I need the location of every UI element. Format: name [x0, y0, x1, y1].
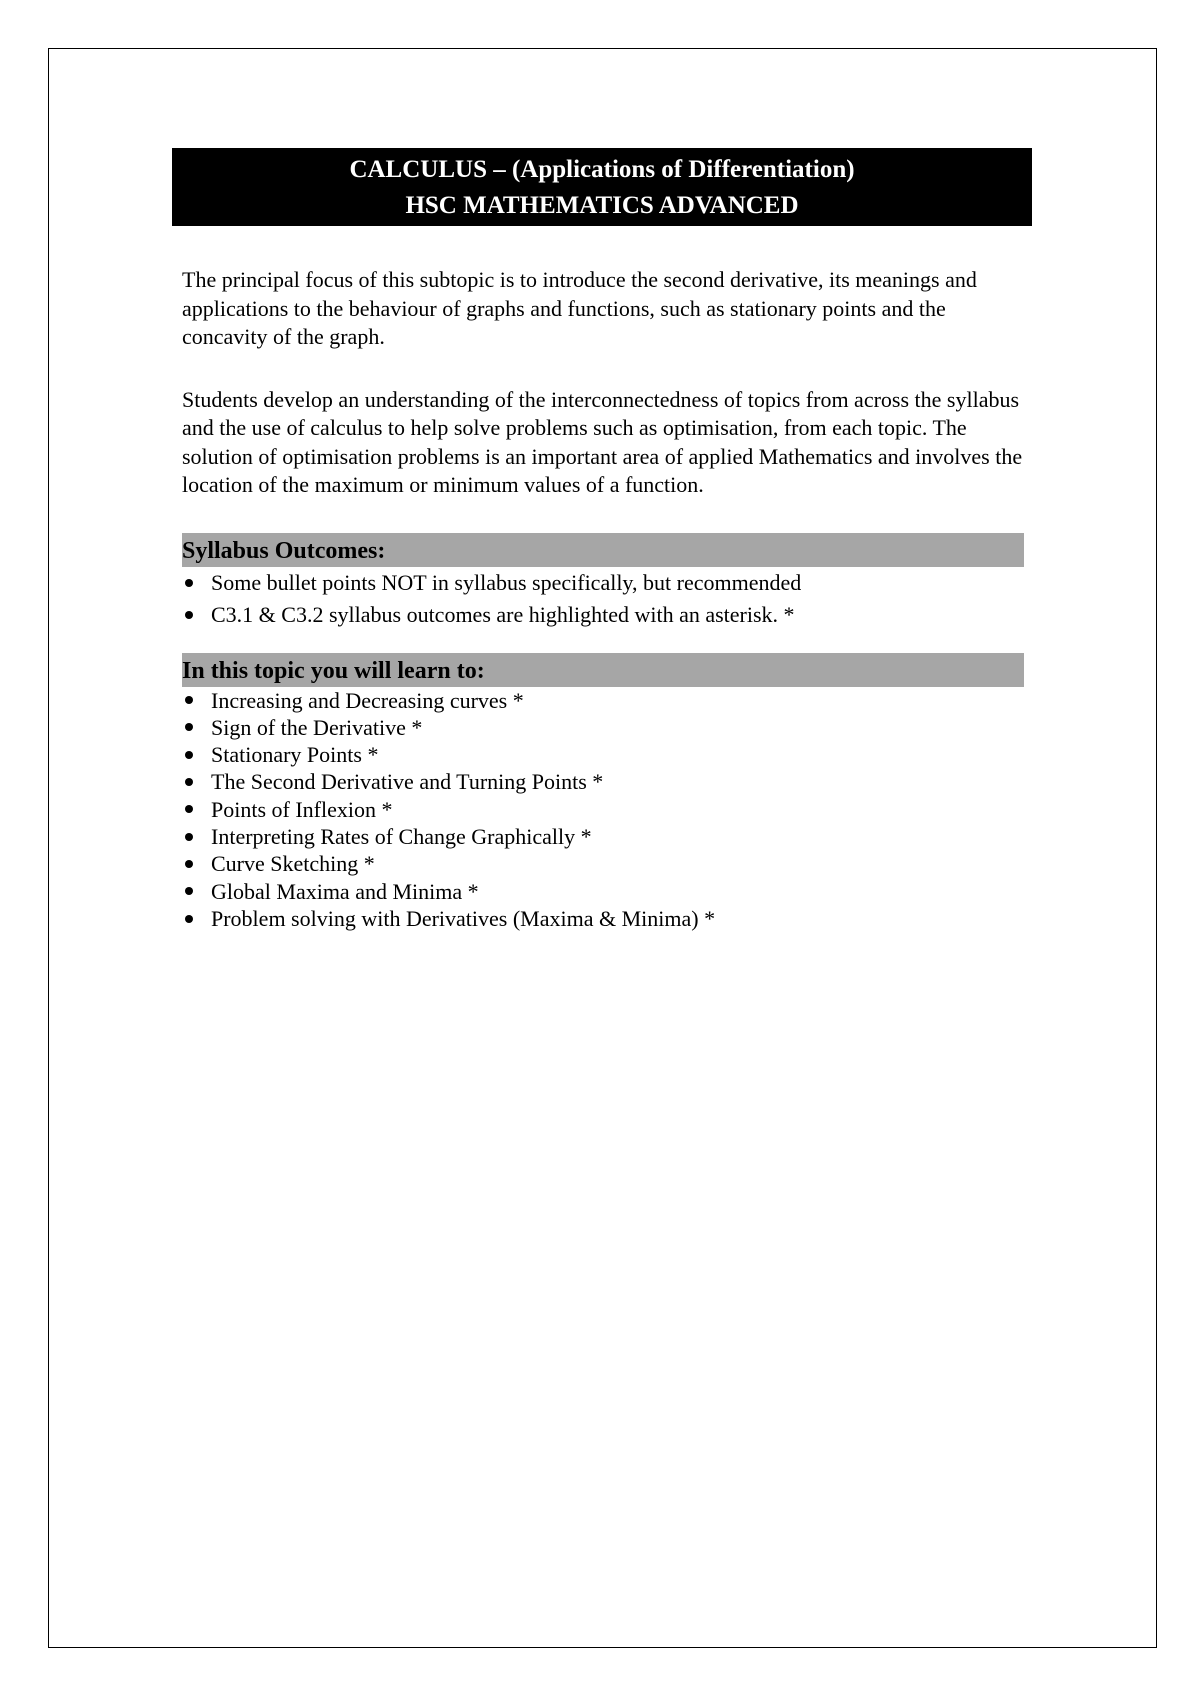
bullet-icon: [185, 751, 193, 759]
title-banner: [172, 148, 1032, 226]
list-item: Interpreting Rates of Change Graphically *: [182, 823, 1024, 850]
list-item: Points of Inflexion *: [182, 796, 1024, 823]
title-line-1: CALCULUS – (Applications of Differentiation): [349, 156, 855, 183]
list-item: The Second Derivative and Turning Points *: [182, 768, 1024, 795]
bullet-icon: [185, 611, 193, 619]
document-body: [182, 266, 1024, 932]
bullet-icon: [185, 579, 193, 587]
bullet-icon: [185, 887, 193, 895]
intro-paragraph-2: Students develop an understanding of the interconnectedness of topics from across the syllabus and the use of calculus to help solve problems such as optimisation, from each topic. The solution of optimisation problems is an important area of applied Mathematics and involves the location of the maximum or minimum values of a function.: [182, 386, 1023, 497]
syllabus-outcomes-heading: Syllabus Outcomes:: [182, 533, 1024, 567]
list-item: Global Maxima and Minima *: [182, 878, 1024, 905]
bullet-icon: [185, 778, 193, 786]
learn-topics-list: [182, 687, 1024, 933]
bullet-icon: [185, 860, 193, 868]
intro-paragraph-1: The principal focus of this subtopic is to introduce the second derivative, its meanings and applications to the behaviour of graphs and functions, such as stationary points and the concavity of the graph.: [182, 267, 977, 349]
bullet-icon: [185, 696, 193, 704]
list-item: C3.1 & C3.2 syllabus outcomes are highlighted with an asterisk. *: [182, 599, 1024, 631]
list-item: Curve Sketching *: [182, 850, 1024, 877]
bullet-icon: [185, 915, 193, 923]
list-item: Stationary Points *: [182, 741, 1024, 768]
list-item: Problem solving with Derivatives (Maxima & Minima) *: [182, 905, 1024, 932]
title-line-2: HSC MATHEMATICS ADVANCED: [405, 192, 799, 219]
syllabus-outcomes-list: [182, 567, 1024, 631]
list-item: Sign of the Derivative *: [182, 714, 1024, 741]
bullet-icon: [185, 833, 193, 841]
bullet-icon: [185, 723, 193, 731]
list-item: Some bullet points NOT in syllabus specifically, but recommended: [182, 567, 1024, 599]
bullet-icon: [185, 805, 193, 813]
learn-topics-heading: In this topic you will learn to:: [182, 653, 1024, 687]
list-item: Increasing and Decreasing curves *: [182, 687, 1024, 714]
